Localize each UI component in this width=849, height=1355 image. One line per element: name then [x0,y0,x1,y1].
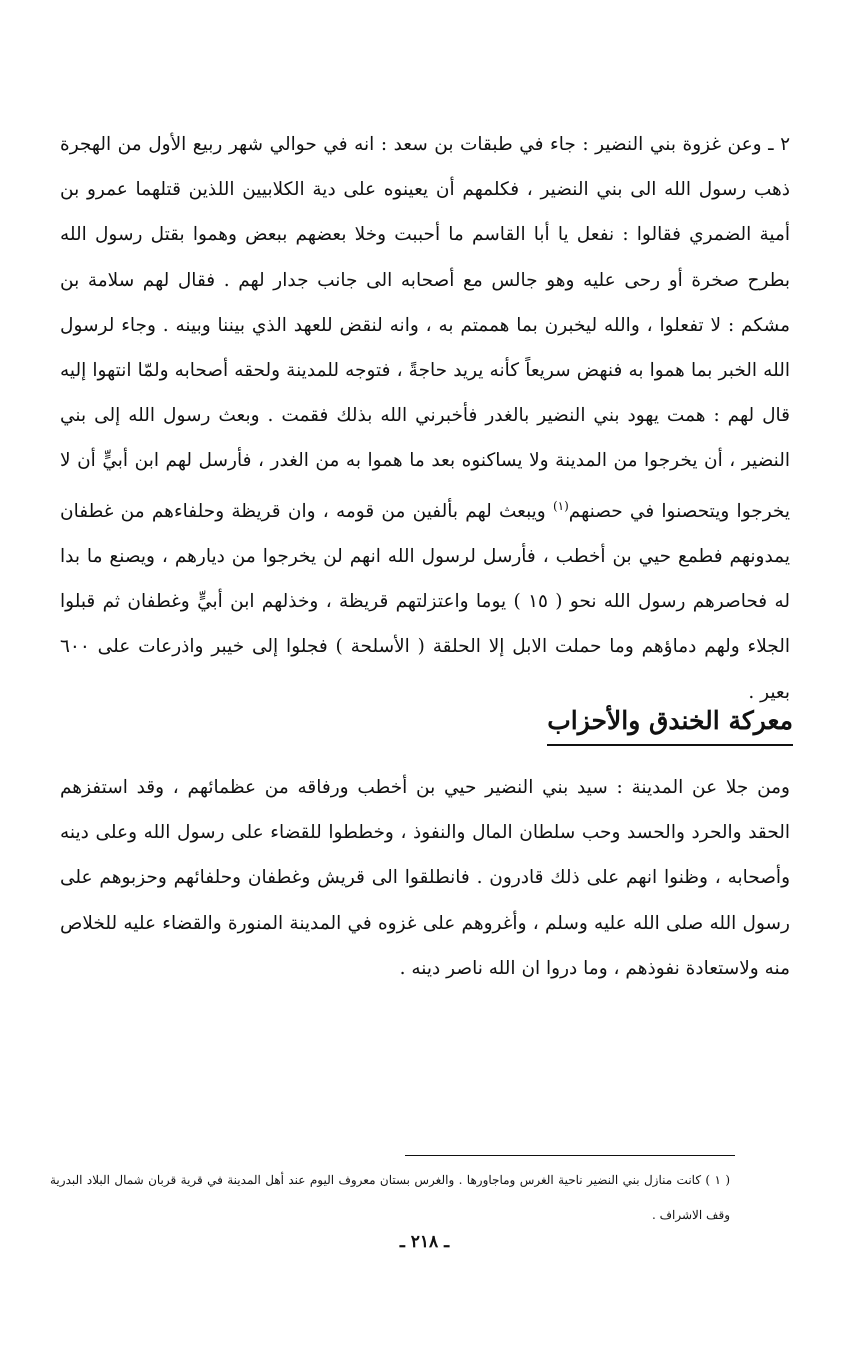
body-section-1 [60,122,790,715]
footnote-reference: (١) [552,498,569,513]
footnote-text: ( ١ ) كانت منازل بني النضير ناحية الغرس وماجاورها . والغرس بستان معروف اليوم عند أهل المدينة في قرية قربان شمال البلاد البدرية وقف الاشراف . [50,1173,730,1222]
paragraph-text: ٢ ـ وعن غزوة بني النضير : جاء في طبقات بن سعد : انه في حوالي شهر ربيع الأول من الهجرة ذهب رسول الله الى بني النضير ، فكلمهم أن يعينوه على دية الكلابيين اللذين قتلهما عمرو بن أمية الضمري فقالوا : نفعل يا أبا القاسم ما أحببت وخلا بعضهم ببعض وهموا بقتل رسول الله بطرح صخرة أو رحى عليه وهو جالس مع أصحابه الى جانب جدار لهم . فقال لهم سلامة بن مشكم : لا تفعلوا ، والله ليخبرن بما هممتم به ، وانه لنقض للعهد الذي بيننا وبينه . وجاء لرسول الله الخبر بما هموا به فنهض سريعاً كأنه يريد حاجةً ، فتوجه للمدينة ولحقه أصحابه ولمّا انتهوا إليه قال لهم : همت يهود بني النضير بالغدر فأخبرني الله بذلك فقمت . وبعث رسول الله إلى بني النضير ، أن يخرجوا من المدينة ولا يساكنوه بعد ما هموا به من الغدر ، فأرسل لهم ابن أبيٍّ أن لا يخرجوا ويتحصنوا في حصنهم [60,134,790,522]
section-heading: معركة الخندق والأحزاب [547,703,793,746]
paragraph-khandaq: ومن جلا عن المدينة : سيد بني النضير حيي بن أخطب ورفاقه من عظمائهم ، وقد استفزهم الحقد والحرد والحسد وحب سلطان المال والنفوذ ، وخططوا للقضاء على رسول الله وعلى دينه وأصحابه ، وظنوا انهم على ذلك قادرون . فانطلقوا الى قريش وغطفان وحلفائهم وحزبوهم على رسول الله صلى الله عليه وسلم ، وأغروهم على غزوه في المدينة المنورة والقضاء عليه للخلاص منه ولاستعادة نفوذهم ، وما دروا ان الله ناصر دينه . [60,777,790,979]
page-number: ـ ٢١٨ ـ [399,1232,450,1252]
footnote [50,1163,730,1233]
footnote-divider [405,1155,735,1156]
body-section-2 [60,765,790,991]
paragraph-banu-nadir [60,122,790,715]
paragraph-text-continued: ويبعث لهم بألفين من قومه ، وان قريظة وحلفاءهم من غطفان يمدونهم فطمع حيي بن أخطب ، فأرسل لرسول الله انهم لن يخرجوا من ديارهم ، ويصنع ما بدا له فحاصرهم رسول الله نحو ( ١٥ ) يوما واعتزلتهم قريظة ، وخذلهم ابن أبيٍّ وغطفان ثم قبلوا الجلاء ولهم دماؤهم وما حملت الابل إلا الحلقة ( الأسلحة ) فجلوا إلى خيبر واذرعات على ٦٠٠ بعير . [60,500,791,703]
